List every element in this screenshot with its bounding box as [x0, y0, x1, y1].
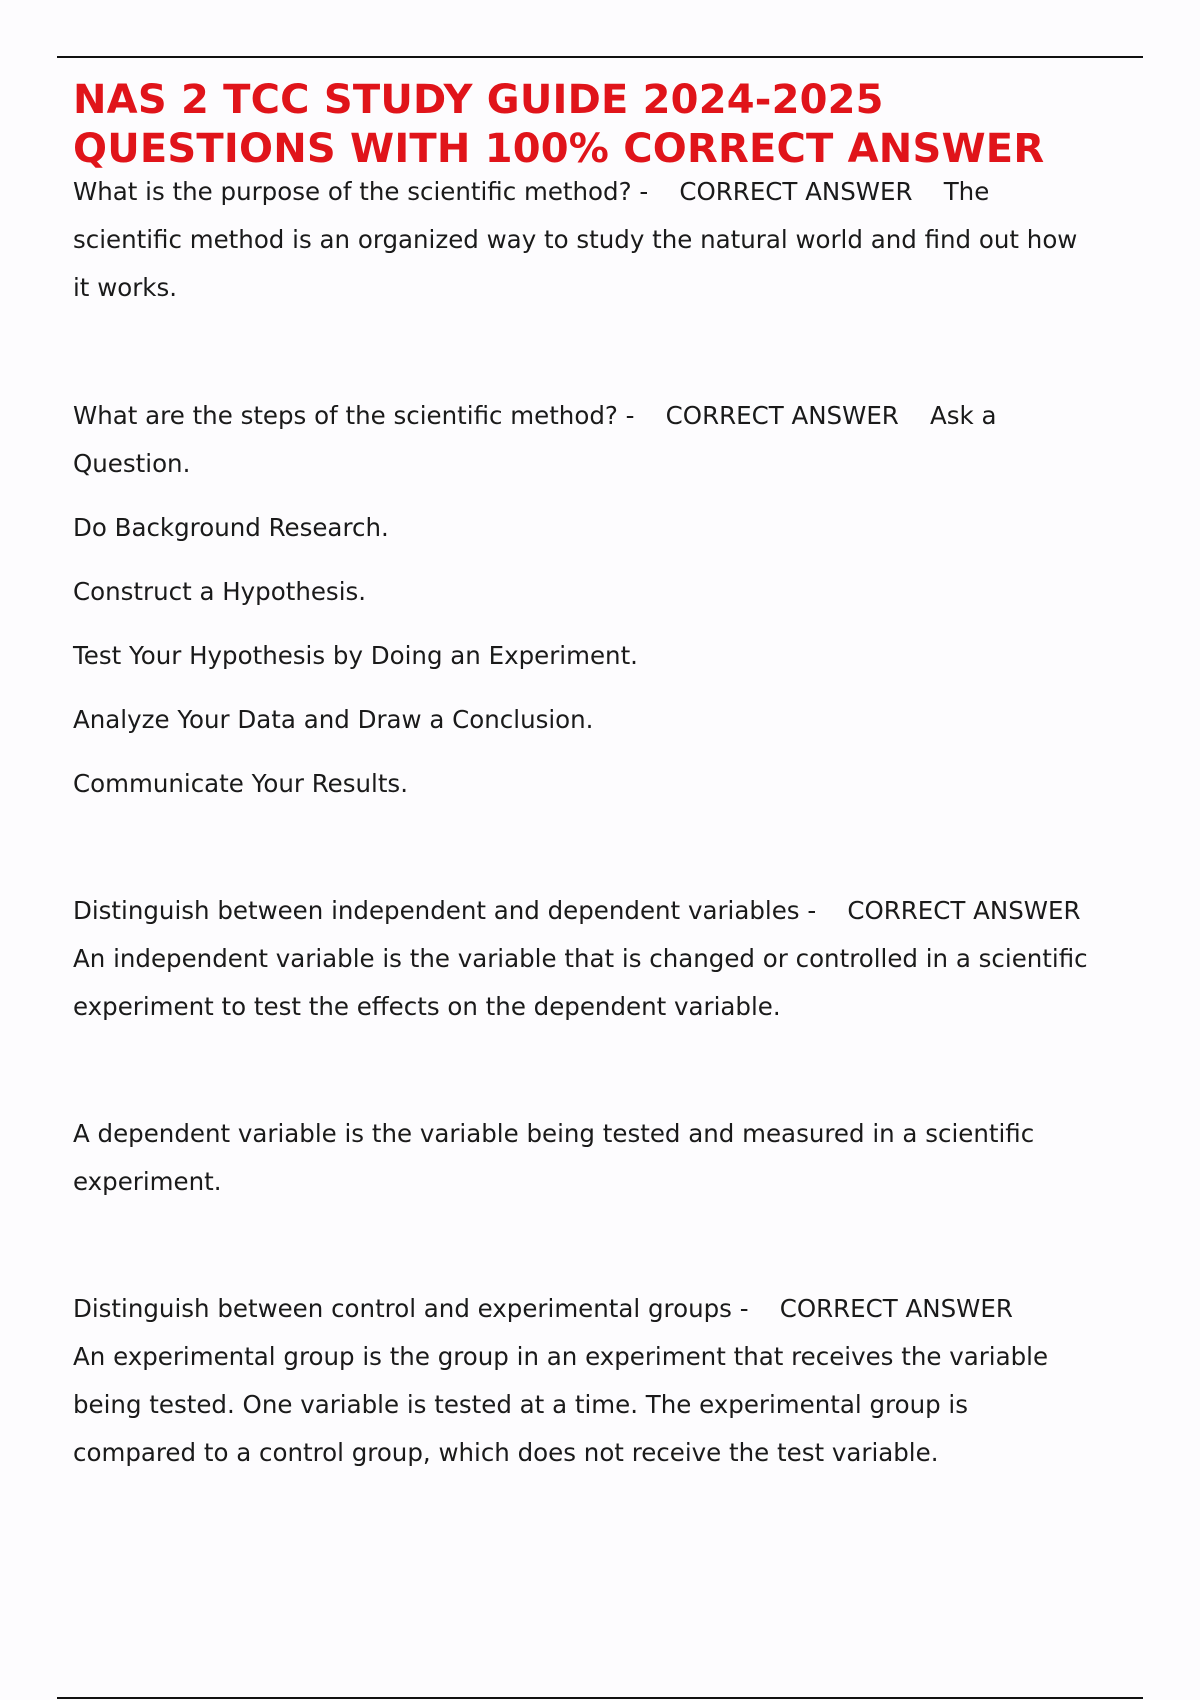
answer-line: scientific method is an organized way to study the natural world and find out how [73, 225, 1078, 254]
answer-line: Question. [73, 449, 191, 478]
bottom-rule [57, 1697, 1143, 1699]
answer-start: The [943, 177, 990, 206]
answer-line: being tested. One variable is tested at a time. The experimental group is [73, 1390, 969, 1419]
qa-question-line [73, 887, 1163, 935]
qa-question-line [73, 168, 1163, 216]
question-text: What are the steps of the scientific method? - [73, 401, 643, 430]
question-text: What is the purpose of the scientific method? - [73, 177, 657, 206]
document-title [73, 76, 1163, 174]
answer-line: An independent variable is the variable that is changed or controlled in a scientific [73, 944, 1088, 973]
answer-line: An experimental group is the group in an experiment that receives the variable [73, 1342, 1049, 1371]
qa-question-line [73, 1285, 1163, 1333]
answer-line: experiment to test the effects on the dependent variable. [73, 992, 781, 1021]
top-rule [57, 56, 1143, 58]
step-item: Test Your Hypothesis by Doing an Experiment. [73, 641, 638, 670]
title-line-1: NAS 2 TCC STUDY GUIDE 2024-2025 [73, 77, 884, 123]
qa-item-variables [73, 887, 1163, 1206]
document-body [73, 76, 1163, 1477]
step-item: Communicate Your Results. [73, 769, 408, 798]
answer-line: A dependent variable is the variable being tested and measured in a scientific [73, 1119, 1035, 1148]
qa-item-purpose [73, 168, 1163, 312]
qa-item-steps [73, 392, 1163, 808]
question-text: Distinguish between independent and dependent variables - [73, 896, 824, 925]
qa-question-line [73, 392, 1163, 440]
question-text: Distinguish between control and experimental groups - [73, 1294, 757, 1323]
answer-line: it works. [73, 273, 178, 302]
correct-answer-label: CORRECT ANSWER [679, 177, 913, 206]
correct-answer-label: CORRECT ANSWER [847, 896, 1081, 925]
correct-answer-label: CORRECT ANSWER [665, 401, 899, 430]
answer-line: experiment. [73, 1167, 222, 1196]
answer-line: compared to a control group, which does not receive the test variable. [73, 1438, 939, 1467]
step-item: Construct a Hypothesis. [73, 577, 367, 606]
title-line-2: QUESTIONS WITH 100% CORRECT ANSWER [73, 126, 1045, 172]
step-item: Analyze Your Data and Draw a Conclusion. [73, 705, 594, 734]
qa-item-groups [73, 1285, 1163, 1477]
correct-answer-label: CORRECT ANSWER [779, 1294, 1013, 1323]
step-item: Do Background Research. [73, 513, 389, 542]
answer-start: Ask a [929, 401, 997, 430]
